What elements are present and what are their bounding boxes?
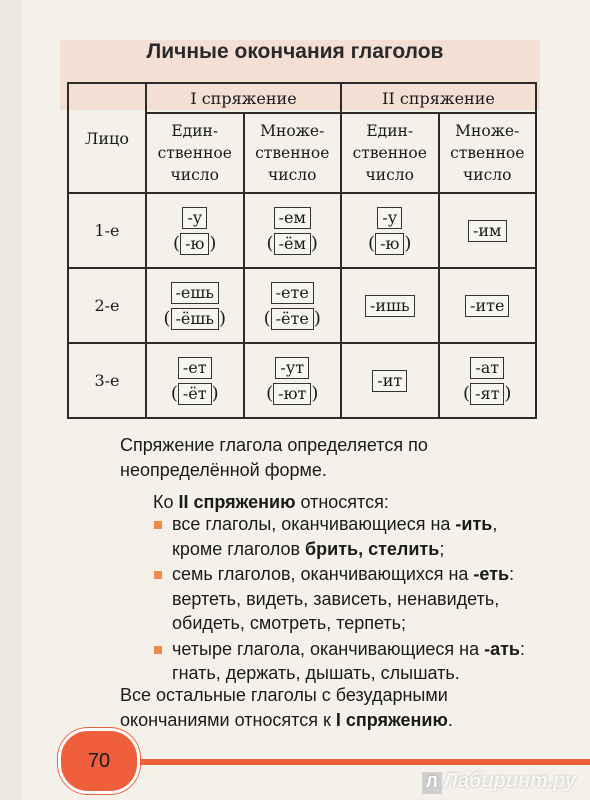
ending-box: -ёшь [171,308,219,330]
ending-box: -ет [178,357,212,379]
ending-box: -ешь [171,282,219,304]
ending-box: -им [468,220,507,242]
ending-box: -ёте [271,308,314,330]
table-row [68,193,536,268]
ending-cell: -ет ( -ёт ) [146,343,244,418]
ending-box: -ит [372,370,407,392]
list-item: семь глаголов, оканчивающихся на -еть: вертеть, видеть, зависеть, ненавидеть, обидеть, смотреть, терпеть; [150,562,550,636]
conj1-header: I спряжение [146,83,341,113]
conj2-singular-header: Един- ственное число [341,113,439,193]
ending-box: -ю [375,233,404,255]
person-cell: 1-е [68,193,146,268]
ending-box: -ют [273,383,311,405]
ending-cell [439,268,537,343]
list-item: четыре глагола, оканчивающиеся на -ать: гнать, держать, дышать, слышать. [150,637,550,686]
watermark-logo-icon: Л [422,772,442,794]
bullet-icon [154,571,162,579]
ending-cell: -ут ( -ют ) [244,343,342,418]
watermark: Л Лабиринт.ру [422,770,576,794]
conjugation-table [67,82,537,419]
bullet-icon [154,646,162,654]
ending-box: -у [182,207,207,229]
page-number: 70 [58,728,140,794]
conj1-plural-header: Множе- ственное число [244,113,342,193]
ending-cell: -у ( -ю ) [146,193,244,268]
ending-box: -ёт [178,383,212,405]
ending-box: -ят [470,383,504,405]
ending-box: -ат [470,357,504,379]
table-row [68,268,536,343]
footer-bar [140,759,590,765]
ending-box: -ем [274,207,311,229]
ending-box: -ите [465,295,509,317]
conj1-singular-header: Един- ственное число [146,113,244,193]
ending-cell: -ешь ( -ёшь ) [146,268,244,343]
conj2-plural-header: Множе- ственное число [439,113,537,193]
ending-box: -ете [271,282,314,304]
person-cell: 2-е [68,268,146,343]
person-header: Лицо [68,83,146,193]
conj1-rule-text: Все остальные глаголы с безударными окончаниями относятся к I спряжению. [120,685,453,730]
ending-cell: -ете ( -ёте ) [244,268,342,343]
table-row [68,343,536,418]
ending-cell [341,268,439,343]
page-edge [0,0,22,800]
page-title: Личные окончания глаголов [146,40,444,63]
bullet-icon [154,521,162,529]
ending-box: -ю [180,233,209,255]
list-item: все глаголы, оканчивающиеся на -ить, кроме глаголов брить, стелить; [150,512,550,561]
ending-cell: -ем ( -ём ) [244,193,342,268]
conj2-rules-list [150,512,550,687]
ending-cell: -ат ( -ят ) [439,343,537,418]
ending-cell [439,193,537,268]
ending-box: -у [377,207,402,229]
ending-box: -ут [275,357,309,379]
person-cell: 3-е [68,343,146,418]
conj2-heading: Ко II спряжению относятся: [153,492,389,512]
ending-box: -ишь [365,295,415,317]
ending-cell [341,343,439,418]
conj2-header: II спряжение [341,83,536,113]
ending-box: -ём [274,233,311,255]
rule-intro-text: Спряжение глагола определяется по неопределённой форме. [120,435,428,480]
ending-cell: -у ( -ю ) [341,193,439,268]
